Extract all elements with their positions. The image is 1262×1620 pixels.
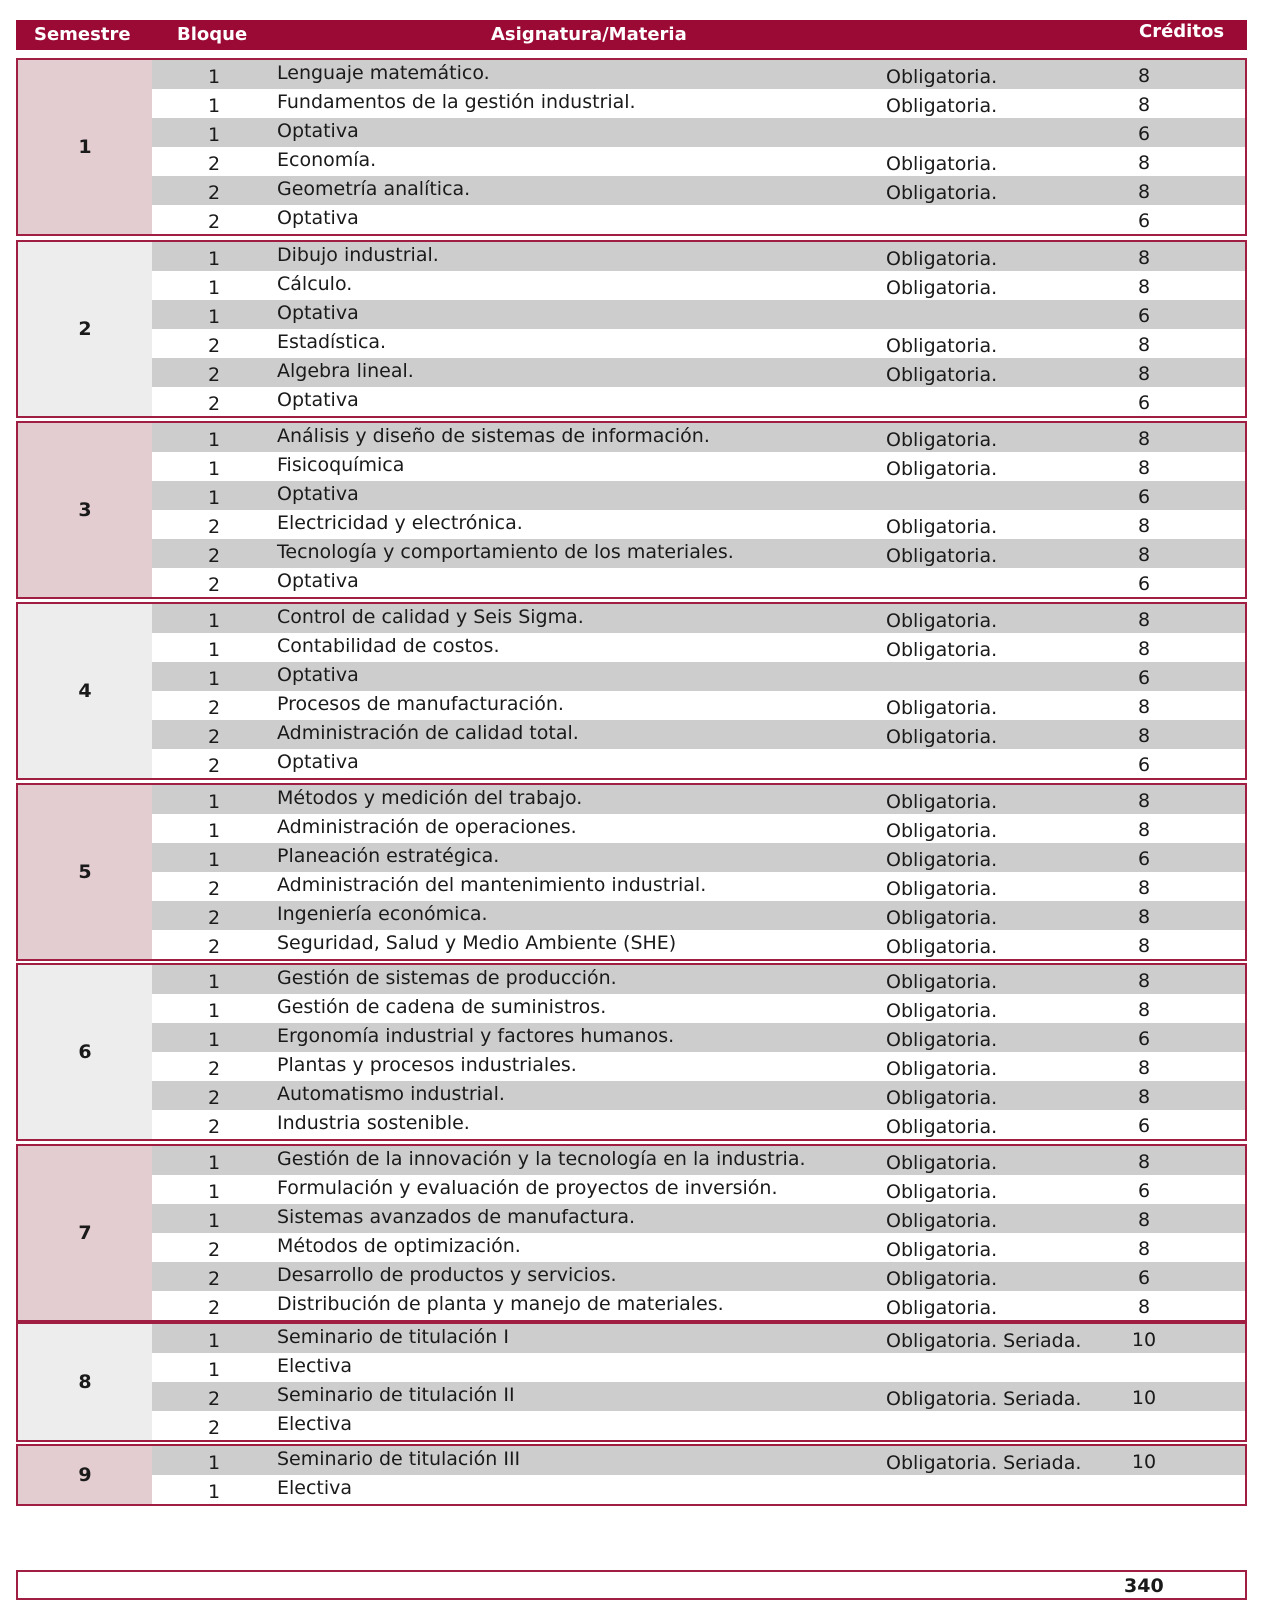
creditos-cell: 6 (1137, 210, 1151, 232)
asignatura-cell: Análisis y diseño de sistemas de información. (277, 425, 710, 447)
creditos-cell: 8 (1137, 970, 1151, 992)
asignatura-cell: Seminario de titulación I (277, 1326, 509, 1348)
asignatura-cell: Lenguaje matemático. (277, 62, 490, 84)
bloque-cell: 1 (208, 66, 221, 88)
bloque-cell: 2 (208, 726, 221, 748)
table-row (152, 118, 1245, 147)
semester-block (16, 1444, 1247, 1506)
creditos-cell: 8 (1137, 334, 1151, 356)
table-row (152, 176, 1245, 205)
semester-rows (152, 785, 1245, 959)
bloque-cell: 1 (208, 1181, 221, 1203)
tipo-cell: Obligatoria. (886, 545, 998, 567)
tipo-cell: Obligatoria. (886, 277, 998, 299)
table-row (152, 1146, 1245, 1175)
semester-rows (152, 1446, 1245, 1504)
semester-rows (152, 242, 1245, 416)
tipo-cell: Obligatoria. (886, 1210, 998, 1232)
asignatura-cell: Electiva (277, 1413, 353, 1435)
bloque-cell: 1 (208, 1152, 221, 1174)
bloque-cell: 1 (208, 458, 221, 480)
table-row (152, 1233, 1245, 1262)
bloque-cell: 1 (208, 1029, 221, 1051)
tipo-cell: Obligatoria. (886, 153, 998, 175)
creditos-cell: 8 (1137, 247, 1151, 269)
tipo-cell: Obligatoria. (886, 66, 998, 88)
creditos-cell: 8 (1137, 181, 1151, 203)
table-row (152, 271, 1245, 300)
semester-rows (152, 60, 1245, 234)
tipo-cell: Obligatoria. (886, 1116, 998, 1138)
bloque-cell: 1 (208, 1481, 221, 1503)
table-row (152, 481, 1245, 510)
asignatura-cell: Industria sostenible. (277, 1112, 470, 1134)
asignatura-cell: Gestión de sistemas de producción. (277, 967, 617, 989)
semester-block (16, 421, 1247, 599)
bloque-cell: 1 (208, 668, 221, 690)
table-row (152, 242, 1245, 271)
asignatura-cell: Plantas y procesos industriales. (277, 1054, 577, 1076)
bloque-cell: 2 (208, 1297, 221, 1319)
table-row (152, 1081, 1245, 1110)
tipo-cell: Obligatoria. (886, 639, 998, 661)
table-row (152, 965, 1245, 994)
table-row (152, 452, 1245, 481)
tipo-cell: Obligatoria. (886, 335, 998, 357)
bloque-cell: 2 (208, 936, 221, 958)
bloque-cell: 2 (208, 153, 221, 175)
asignatura-cell: Control de calidad y Seis Sigma. (277, 606, 584, 628)
tipo-cell: Obligatoria. (886, 936, 998, 958)
semester-rows (152, 965, 1245, 1139)
asignatura-cell: Tecnología y comportamiento de los materiales. (277, 541, 734, 563)
bloque-cell: 1 (208, 1452, 221, 1474)
semester-number: 4 (18, 604, 152, 778)
creditos-cell: 10 (1131, 1451, 1157, 1473)
asignatura-cell: Seminario de titulación II (277, 1384, 515, 1406)
asignatura-cell: Optativa (277, 207, 359, 229)
asignatura-cell: Ingeniería económica. (277, 903, 488, 925)
asignatura-cell: Automatismo industrial. (277, 1083, 505, 1105)
table-row (152, 510, 1245, 539)
semester-rows (152, 604, 1245, 778)
asignatura-cell: Optativa (277, 751, 359, 773)
bloque-cell: 2 (208, 574, 221, 596)
asignatura-cell: Dibujo industrial. (277, 244, 439, 266)
bloque-cell: 1 (208, 277, 221, 299)
asignatura-cell: Seminario de titulación III (277, 1448, 521, 1470)
asignatura-cell: Estadística. (277, 331, 387, 353)
bloque-cell: 1 (208, 1000, 221, 1022)
header-bloque: Bloque (177, 24, 248, 45)
table-row (152, 720, 1245, 749)
table-row (152, 814, 1245, 843)
asignatura-cell: Electricidad y electrónica. (277, 512, 523, 534)
table-row (152, 662, 1245, 691)
table-row (152, 1324, 1245, 1353)
asignatura-cell: Gestión de cadena de suministros. (277, 996, 607, 1018)
bloque-cell: 1 (208, 429, 221, 451)
asignatura-cell: Algebra lineal. (277, 360, 414, 382)
creditos-cell: 6 (1137, 486, 1151, 508)
bloque-cell: 1 (208, 1210, 221, 1232)
asignatura-cell: Fisicoquímica (277, 454, 405, 476)
table-row (152, 1475, 1245, 1504)
table-row (152, 60, 1245, 89)
creditos-cell: 6 (1137, 1180, 1151, 1202)
total-credits: 340 (1124, 1575, 1164, 1597)
asignatura-cell: Planeación estratégica. (277, 845, 500, 867)
table-row (152, 749, 1245, 778)
asignatura-cell: Ergonomía industrial y factores humanos. (277, 1025, 675, 1047)
semester-block (16, 963, 1247, 1141)
tipo-cell: Obligatoria. (886, 1058, 998, 1080)
creditos-cell: 8 (1137, 999, 1151, 1021)
semester-number: 7 (18, 1146, 152, 1320)
bloque-cell: 1 (208, 1359, 221, 1381)
bloque-cell: 1 (208, 971, 221, 993)
semester-number: 6 (18, 965, 152, 1139)
table-row (152, 843, 1245, 872)
creditos-cell: 8 (1137, 94, 1151, 116)
table-row (152, 147, 1245, 176)
asignatura-cell: Métodos y medición del trabajo. (277, 787, 583, 809)
table-row (152, 785, 1245, 814)
asignatura-cell: Formulación y evaluación de proyectos de inversión. (277, 1177, 778, 1199)
bloque-cell: 2 (208, 364, 221, 386)
bloque-cell: 2 (208, 393, 221, 415)
bloque-cell: 2 (208, 1087, 221, 1109)
creditos-cell: 6 (1137, 1115, 1151, 1137)
bloque-cell: 2 (208, 211, 221, 233)
table-row (152, 1291, 1245, 1320)
creditos-cell: 8 (1137, 1296, 1151, 1318)
table-row (152, 1052, 1245, 1081)
bloque-cell: 1 (208, 820, 221, 842)
tipo-cell: Obligatoria. (886, 182, 998, 204)
bloque-cell: 2 (208, 1268, 221, 1290)
tipo-cell: Obligatoria. (886, 820, 998, 842)
semester-rows (152, 1324, 1245, 1440)
tipo-cell: Obligatoria. Seriada. (886, 1330, 1082, 1352)
bloque-cell: 2 (208, 1116, 221, 1138)
creditos-cell: 8 (1137, 515, 1151, 537)
creditos-cell: 8 (1137, 877, 1151, 899)
bloque-cell: 2 (208, 697, 221, 719)
table-row (152, 1023, 1245, 1052)
bloque-cell: 2 (208, 1388, 221, 1410)
tipo-cell: Obligatoria. (886, 516, 998, 538)
creditos-cell: 6 (1137, 754, 1151, 776)
table-row (152, 358, 1245, 387)
creditos-cell: 8 (1137, 790, 1151, 812)
bloque-cell: 1 (208, 248, 221, 270)
asignatura-cell: Optativa (277, 483, 359, 505)
tipo-cell: Obligatoria. (886, 697, 998, 719)
creditos-cell: 8 (1137, 906, 1151, 928)
asignatura-cell: Optativa (277, 664, 359, 686)
bloque-cell: 2 (208, 516, 221, 538)
table-row (152, 423, 1245, 452)
bloque-cell: 1 (208, 95, 221, 117)
asignatura-cell: Métodos de optimización. (277, 1235, 521, 1257)
asignatura-cell: Optativa (277, 570, 359, 592)
header-asignatura: Asignatura/Materia (491, 24, 687, 45)
bloque-cell: 1 (208, 487, 221, 509)
asignatura-cell: Administración del mantenimiento industrial. (277, 874, 707, 896)
tipo-cell: Obligatoria. Seriada. (886, 1452, 1082, 1474)
table-row (152, 1110, 1245, 1139)
asignatura-cell: Seguridad, Salud y Medio Ambiente (SHE) (277, 932, 677, 954)
tipo-cell: Obligatoria. (886, 95, 998, 117)
creditos-cell: 8 (1137, 609, 1151, 631)
tipo-cell: Obligatoria. (886, 1239, 998, 1261)
table-row (152, 1382, 1245, 1411)
table-row (152, 1446, 1245, 1475)
asignatura-cell: Administración de calidad total. (277, 722, 579, 744)
asignatura-cell: Economía. (277, 149, 377, 171)
semester-number: 8 (18, 1324, 152, 1440)
table-header (16, 20, 1247, 50)
semester-number: 5 (18, 785, 152, 959)
creditos-cell: 8 (1137, 428, 1151, 450)
asignatura-cell: Contabilidad de costos. (277, 635, 500, 657)
creditos-cell: 6 (1137, 667, 1151, 689)
tipo-cell: Obligatoria. (886, 1029, 998, 1051)
asignatura-cell: Optativa (277, 302, 359, 324)
creditos-cell: 6 (1137, 573, 1151, 595)
asignatura-cell: Optativa (277, 120, 359, 142)
bloque-cell: 1 (208, 639, 221, 661)
semester-block (16, 1322, 1247, 1442)
tipo-cell: Obligatoria. (886, 1297, 998, 1319)
table-row (152, 901, 1245, 930)
bloque-cell: 2 (208, 1058, 221, 1080)
creditos-cell: 8 (1137, 363, 1151, 385)
bloque-cell: 2 (208, 182, 221, 204)
table-row (152, 1175, 1245, 1204)
creditos-cell: 8 (1137, 544, 1151, 566)
creditos-cell: 6 (1137, 123, 1151, 145)
creditos-cell: 6 (1137, 392, 1151, 414)
creditos-cell: 8 (1137, 152, 1151, 174)
tipo-cell: Obligatoria. (886, 791, 998, 813)
asignatura-cell: Gestión de la innovación y la tecnología en la industria. (277, 1148, 806, 1170)
asignatura-cell: Desarrollo de productos y servicios. (277, 1264, 617, 1286)
tipo-cell: Obligatoria. (886, 1087, 998, 1109)
table-row (152, 872, 1245, 901)
table-row (152, 1262, 1245, 1291)
semester-number: 9 (18, 1446, 152, 1504)
creditos-cell: 8 (1137, 725, 1151, 747)
creditos-cell: 8 (1137, 935, 1151, 957)
table-row (152, 329, 1245, 358)
table-row (152, 539, 1245, 568)
table-row (152, 633, 1245, 662)
bloque-cell: 1 (208, 1330, 221, 1352)
creditos-cell: 8 (1137, 819, 1151, 841)
table-row (152, 1411, 1245, 1440)
bloque-cell: 2 (208, 907, 221, 929)
creditos-cell: 8 (1137, 276, 1151, 298)
semester-number: 1 (18, 60, 152, 234)
tipo-cell: Obligatoria. (886, 1152, 998, 1174)
tipo-cell: Obligatoria. (886, 971, 998, 993)
creditos-cell: 10 (1131, 1329, 1157, 1351)
creditos-cell: 8 (1137, 696, 1151, 718)
bloque-cell: 2 (208, 1417, 221, 1439)
tipo-cell: Obligatoria. (886, 1000, 998, 1022)
asignatura-cell: Sistemas avanzados de manufactura. (277, 1206, 636, 1228)
tipo-cell: Obligatoria. Seriada. (886, 1388, 1082, 1410)
table-row (152, 930, 1245, 959)
semester-number: 2 (18, 242, 152, 416)
tipo-cell: Obligatoria. (886, 429, 998, 451)
header-creditos: Créditos (1139, 21, 1225, 42)
tipo-cell: Obligatoria. (886, 364, 998, 386)
creditos-cell: 8 (1137, 1057, 1151, 1079)
bloque-cell: 2 (208, 878, 221, 900)
tipo-cell: Obligatoria. (886, 610, 998, 632)
table-row (152, 89, 1245, 118)
header-semestre: Semestre (34, 24, 131, 45)
total-row (16, 1570, 1247, 1600)
tipo-cell: Obligatoria. (886, 458, 998, 480)
creditos-cell: 6 (1137, 1028, 1151, 1050)
creditos-cell: 8 (1137, 457, 1151, 479)
semester-block (16, 58, 1247, 236)
bloque-cell: 2 (208, 335, 221, 357)
asignatura-cell: Procesos de manufacturación. (277, 693, 564, 715)
semester-rows (152, 423, 1245, 597)
creditos-cell: 6 (1137, 1267, 1151, 1289)
semester-rows (152, 1146, 1245, 1320)
tipo-cell: Obligatoria. (886, 907, 998, 929)
bloque-cell: 2 (208, 1239, 221, 1261)
asignatura-cell: Administración de operaciones. (277, 816, 577, 838)
asignatura-cell: Distribución de planta y manejo de materiales. (277, 1293, 724, 1315)
asignatura-cell: Electiva (277, 1477, 353, 1499)
semester-number: 3 (18, 423, 152, 597)
tipo-cell: Obligatoria. (886, 1268, 998, 1290)
creditos-cell: 8 (1137, 1086, 1151, 1108)
bloque-cell: 2 (208, 545, 221, 567)
table-row (152, 387, 1245, 416)
bloque-cell: 2 (208, 755, 221, 777)
asignatura-cell: Optativa (277, 389, 359, 411)
bloque-cell: 1 (208, 791, 221, 813)
asignatura-cell: Fundamentos de la gestión industrial. (277, 91, 636, 113)
asignatura-cell: Geometría analítica. (277, 178, 471, 200)
asignatura-cell: Electiva (277, 1355, 353, 1377)
tipo-cell: Obligatoria. (886, 1181, 998, 1203)
creditos-cell: 8 (1137, 65, 1151, 87)
creditos-cell: 10 (1131, 1387, 1157, 1409)
bloque-cell: 1 (208, 610, 221, 632)
creditos-cell: 8 (1137, 638, 1151, 660)
table-row (152, 994, 1245, 1023)
table-row (152, 205, 1245, 234)
table-row (152, 1204, 1245, 1233)
table-row (152, 568, 1245, 597)
table-row (152, 604, 1245, 633)
creditos-cell: 8 (1137, 1238, 1151, 1260)
tipo-cell: Obligatoria. (886, 849, 998, 871)
bloque-cell: 1 (208, 124, 221, 146)
semester-block (16, 240, 1247, 418)
bloque-cell: 1 (208, 306, 221, 328)
semester-block (16, 1144, 1247, 1322)
table-row (152, 300, 1245, 329)
asignatura-cell: Cálculo. (277, 273, 353, 295)
creditos-cell: 6 (1137, 848, 1151, 870)
creditos-cell: 8 (1137, 1209, 1151, 1231)
creditos-cell: 8 (1137, 1151, 1151, 1173)
semester-block (16, 783, 1247, 961)
tipo-cell: Obligatoria. (886, 248, 998, 270)
tipo-cell: Obligatoria. (886, 878, 998, 900)
creditos-cell: 6 (1137, 305, 1151, 327)
bloque-cell: 1 (208, 849, 221, 871)
table-row (152, 1353, 1245, 1382)
tipo-cell: Obligatoria. (886, 726, 998, 748)
semester-block (16, 602, 1247, 780)
table-row (152, 691, 1245, 720)
